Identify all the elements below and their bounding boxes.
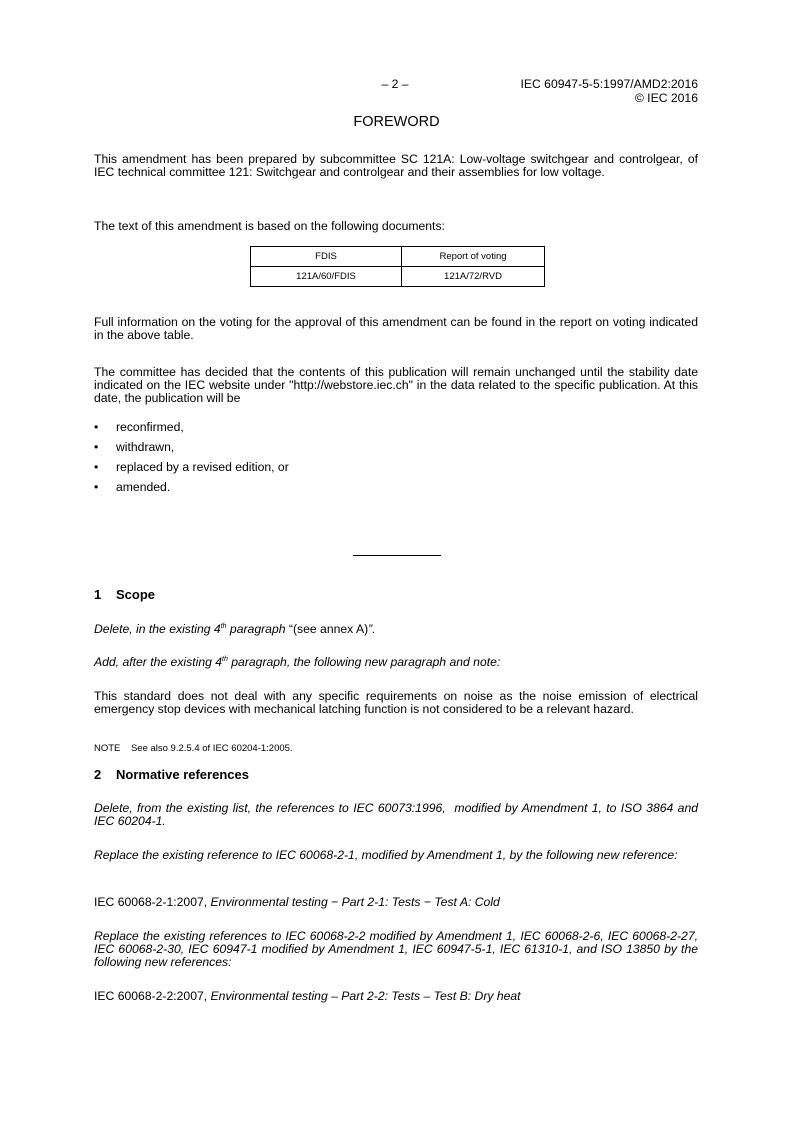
document-id: IEC 60947-5-5:1997/AMD2:2016	[520, 77, 698, 91]
bullet-list	[94, 421, 289, 501]
list-item: • withdrawn,	[94, 441, 289, 461]
section-number: 1	[94, 587, 102, 602]
text: ”.	[368, 622, 376, 636]
text: paragraph, the following new paragraph and note:	[227, 655, 501, 669]
table-header: FDIS	[251, 247, 402, 267]
table-cell: 121A/60/FDIS	[251, 267, 402, 287]
foreword-title: FOREWORD	[353, 114, 440, 130]
section-heading-normative-references	[94, 768, 249, 781]
instruction	[94, 623, 698, 636]
section-title: Normative references	[116, 767, 249, 782]
reference	[94, 990, 698, 1003]
voting-table	[250, 246, 545, 287]
foreword-paragraph: The text of this amendment is based on the following documents:	[94, 219, 445, 233]
divider	[353, 555, 441, 556]
instruction: Delete, from the existing list, the references to IEC 60073:1996, modified by Amendment 1, to ISO 3864 and IEC 60204-1.	[94, 801, 702, 828]
section-title: Scope	[116, 587, 156, 602]
reference-title: Environmental testing – Part 2-2: Tests – Test B: Dry heat	[207, 989, 521, 1003]
text: Add, after the existing 4	[94, 655, 223, 669]
reference	[94, 896, 698, 909]
superscript: th	[222, 655, 228, 663]
section-heading-scope	[94, 588, 155, 601]
note: NOTE See also 9.2.5.4 of IEC 60204-1:2005.	[94, 743, 293, 754]
reference-title: Environmental testing − Part 2-1: Tests − Test A: Cold	[207, 895, 500, 909]
table-cell: 121A/72/RVD	[402, 267, 545, 287]
foreword-paragraph: Full information on the voting for the approval of this amendment can be found in the report on voting indicated in the above table.	[94, 315, 698, 342]
section-number: 2	[94, 767, 102, 782]
foreword-paragraph: The committee has decided that the contents of this publication will remain unchanged until the stability date indicated on the IEC website under "http://webstore.iec.ch" in the data related to the specific publication. At this date, the publication will be	[94, 365, 698, 405]
reference-id: IEC 60068-2-1:2007,	[94, 895, 208, 909]
reference-id: IEC 60068-2-2:2007,	[94, 989, 208, 1003]
text: Delete, in the existing 4	[94, 622, 221, 636]
list-item: • replaced by a revised edition, or	[94, 461, 289, 481]
text: paragraph	[226, 622, 289, 636]
foreword-paragraph: This amendment has been prepared by subcommittee SC 121A: Low-voltage switchgear and controlgear, of IEC technical committee 121: Switchgear and controlgear and their assemblies for low voltage.	[94, 152, 698, 179]
list-item: • reconfirmed,	[94, 421, 289, 441]
text: “(see annex A)	[288, 622, 369, 636]
instruction: Replace the existing references to IEC 60068-2-2 modified by Amendment 1, IEC 60068-2-6, IEC 60068-2-27, IEC 60068-2-30, IEC 60947-1 modified by Amendment 1, IEC 60947-5-1, IEC 61310-1, and ISO 13850 by the following new references:	[94, 929, 698, 969]
scope-paragraph: This standard does not deal with any specific requirements on noise as the noise emission of electrical emergency stop devices with mechanical latching function is not considered to be a relevant hazard.	[94, 689, 698, 716]
table-header: Report of voting	[402, 247, 545, 267]
instruction	[94, 656, 698, 669]
instruction: Replace the existing reference to IEC 60068-2-1, modified by Amendment 1, by the following new reference:	[94, 848, 678, 862]
page-number: – 2 –	[381, 77, 409, 91]
superscript: th	[220, 622, 227, 630]
list-item: • amended.	[94, 481, 289, 501]
copyright: © IEC 2016	[634, 91, 698, 105]
